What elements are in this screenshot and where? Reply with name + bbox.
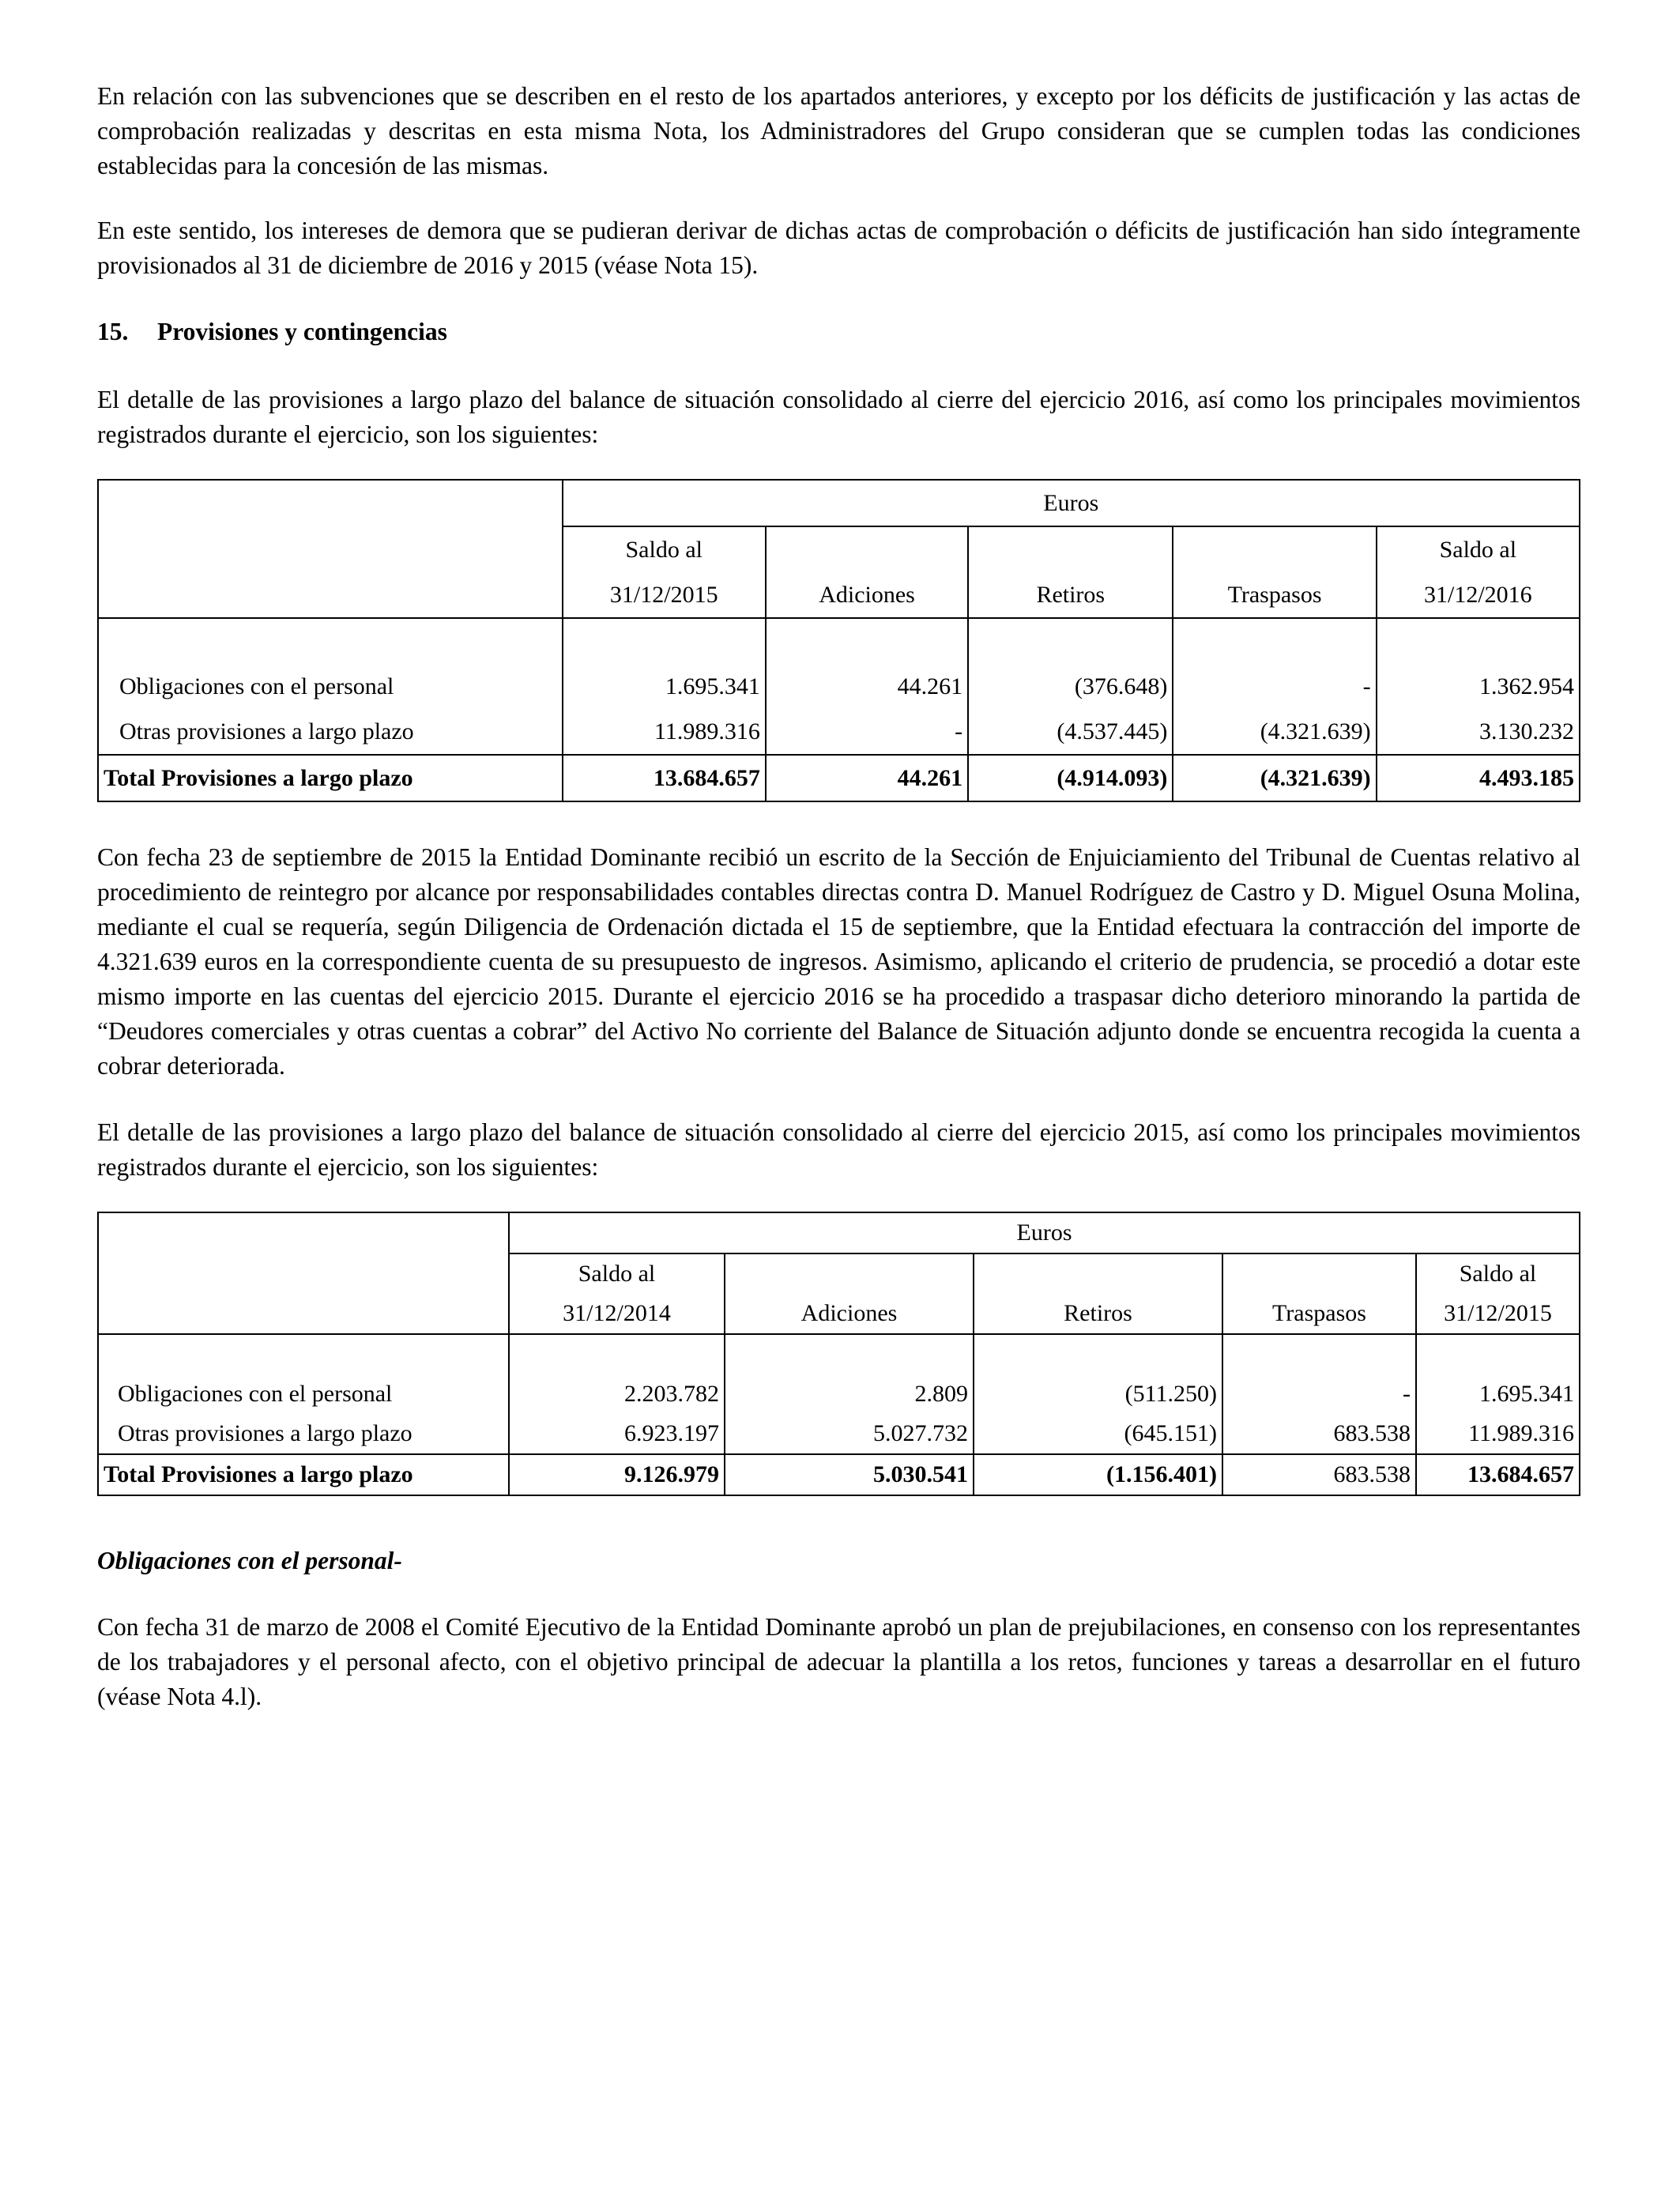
document-page [97,79,1580,1714]
section-title: Provisiones y contingencias [157,318,447,345]
subsection-heading: Obligaciones con el personal- [97,1547,402,1574]
provisions-table-2015 [97,1212,1580,1496]
paragraph-prejubilaciones: Con fecha 31 de marzo de 2008 el Comité Ejecutivo de la Entidad Dominante aprobó un plan de prejubilaciones, en consenso con los representantes de los trabajadores y el personal afecto, con el objetivo principal de adecuar la plantilla a los retos, funciones y tareas a desarrollar en el futuro (véase Nota 4.l). [97,1613,1580,1710]
paragraph-detalle-2016: El detalle de las provisiones a largo plazo del balance de situación consolidado al cierre del ejercicio 2016, así como los principales movimientos registrados durante el ejercicio, son los siguientes: [97,386,1580,448]
table-row: Obligaciones con el personal 2.203.782 2.809 (511.250) - 1.695.341 [98,1374,1580,1414]
header-traspasos: Traspasos [1173,572,1376,618]
table-total-row: Total Provisiones a largo plazo 13.684.657 44.261 (4.914.093) (4.321.639) 4.493.185 [98,755,1580,801]
section-heading [97,315,1580,349]
header-opening-line2: 31/12/2014 [509,1294,725,1334]
header-opening-line2: 31/12/2015 [563,572,766,618]
header-opening-line1: Saldo al [509,1253,725,1294]
currency-header: Euros [509,1212,1580,1253]
table-corner-cell [98,480,563,618]
currency-header: Euros [563,480,1580,526]
paragraph-subvenciones: En relación con las subvenciones que se describen en el resto de los apartados anteriores, y excepto por los déficits de justificación y las actas de comprobación realizadas y descritas en esta misma Nota, los Administradores del Grupo consideran que se cumplen todas las condiciones establecidas para la concesión de las mismas. [97,82,1580,179]
header-retiros: Retiros [974,1294,1222,1334]
table-row: Obligaciones con el personal 1.695.341 44.261 (376.648) - 1.362.954 [98,664,1580,709]
paragraph-detalle-2015: El detalle de las provisiones a largo plazo del balance de situación consolidado al cierre del ejercicio 2015, así como los principales movimientos registrados durante el ejercicio, son los siguientes: [97,1118,1580,1181]
header-closing-line2: 31/12/2015 [1416,1294,1580,1334]
paragraph-intereses-demora: En este sentido, los intereses de demora que se pudieran derivar de dichas actas de comprobación o déficits de justificación han sido íntegramente provisionados al 31 de diciembre de 2016 y 2015 (véase Nota 15). [97,217,1580,279]
header-closing-line1: Saldo al [1416,1253,1580,1294]
header-closing-line2: 31/12/2016 [1377,572,1580,618]
section-number: 15. [97,318,129,345]
header-adiciones: Adiciones [766,572,968,618]
header-retiros: Retiros [968,572,1173,618]
table-row: Otras provisiones a largo plazo 11.989.316 - (4.537.445) (4.321.639) 3.130.232 [98,709,1580,755]
table-total-row: Total Provisiones a largo plazo 9.126.979 5.030.541 (1.156.401) 683.538 13.684.657 [98,1454,1580,1495]
header-traspasos: Traspasos [1222,1294,1416,1334]
provisions-table-2016 [97,479,1580,802]
header-closing-line1: Saldo al [1377,526,1580,572]
table-row: Otras provisiones a largo plazo 6.923.197 5.027.732 (645.151) 683.538 11.989.316 [98,1414,1580,1454]
table-corner-cell [98,1212,509,1334]
header-opening-line1: Saldo al [563,526,766,572]
paragraph-tribunal-cuentas: Con fecha 23 de septiembre de 2015 la Entidad Dominante recibió un escrito de la Sección de Enjuiciamiento del Tribunal de Cuentas relativo al procedimiento de reintegro por alcance por responsabilidades contables directas contra D. Manuel Rodríguez de Castro y D. Miguel Osuna Molina, mediante el cual se requería, según Diligencia de Ordenación dictada el 15 de septiembre, que la Entidad efectuara la contracción del importe de 4.321.639 euros en la correspondiente cuenta de su presupuesto de ingresos. Asimismo, aplicando el criterio de prudencia, se procedió a dotar este mismo importe en las cuentas del ejercicio 2015. Durante el ejercicio 2016 se ha procedido a traspasar dicho deterioro minorando la partida de “Deudores comerciales y otras cuentas a cobrar” del Activo No corriente del Balance de Situación adjunto donde se encuentra recogida la cuenta a cobrar deteriorada. [97,843,1580,1080]
header-adiciones: Adiciones [725,1294,974,1334]
